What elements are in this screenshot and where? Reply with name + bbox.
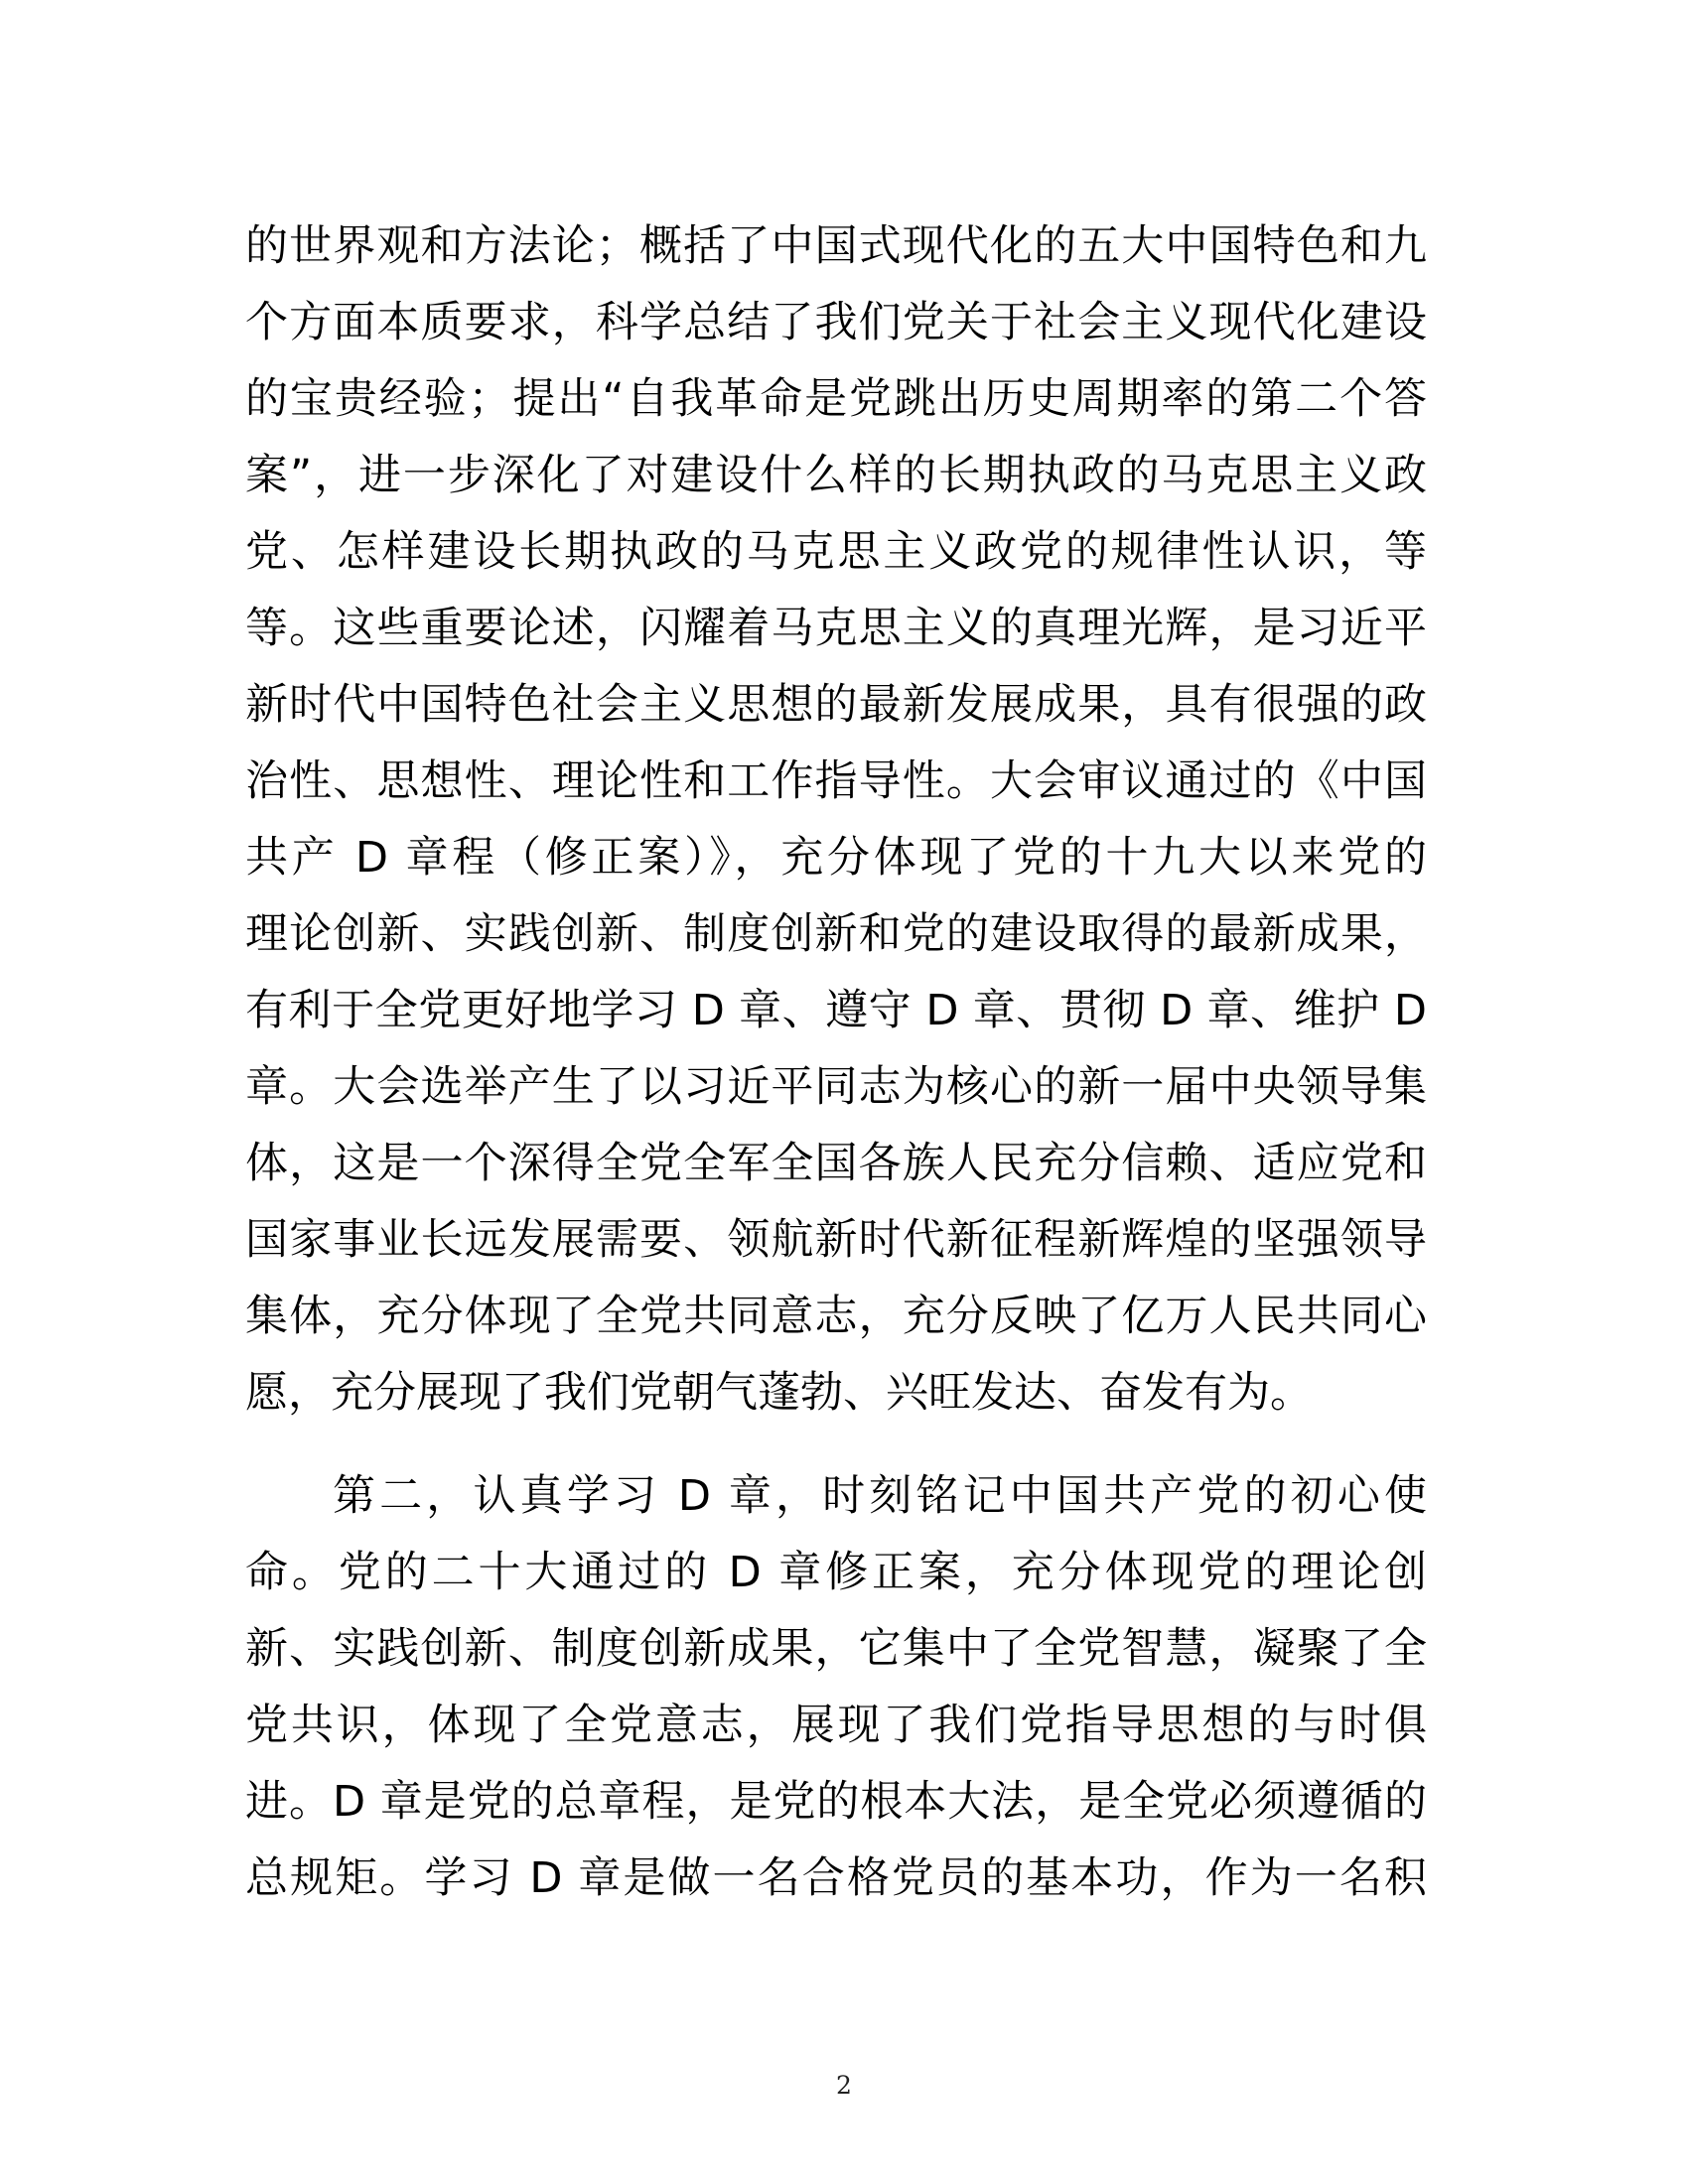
- text-line: 命。党的二十大通过的 D 章修正案，充分体现党的理论创: [245, 1548, 1427, 1597]
- text-line: 国家事业长远发展需要、领航新时代新征程新辉煌的坚强领导: [245, 1215, 1427, 1265]
- text-line: 的世界观和方法论；概括了中国式现代化的五大中国特色和九: [245, 221, 1427, 271]
- text-line: 愿，充分展现了我们党朝气蓬勃、兴旺发达、奋发有为。: [245, 1368, 1313, 1418]
- text-line: 等。这些重要论述，闪耀着马克思主义的真理光辉，是习近平: [245, 604, 1427, 653]
- text-line: 个方面本质要求，科学总结了我们党关于社会主义现代化建设: [245, 298, 1427, 347]
- text-line: 的宝贵经验；提出“自我革命是党跳出历史周期率的第二个答: [245, 374, 1427, 424]
- text-line: 理论创新、实践创新、制度创新和党的建设取得的最新成果，: [245, 909, 1427, 959]
- text-line: 治性、思想性、理论性和工作指导性。大会审议通过的《中国: [245, 756, 1427, 806]
- text-line: 案”，进一步深化了对建设什么样的长期执政的马克思主义政: [245, 451, 1427, 500]
- text-line: 新时代中国特色社会主义思想的最新发展成果，具有很强的政: [245, 680, 1427, 730]
- text-line: 共产 D 章程（修正案）》，充分体现了党的十九大以来党的: [245, 833, 1427, 883]
- paragraph-2: [245, 1458, 1427, 1917]
- text-line: 新、实践创新、制度创新成果，它集中了全党智慧，凝聚了全: [245, 1624, 1427, 1674]
- text-line: 党、怎样建设长期执政的马克思主义政党的规律性认识，等: [245, 527, 1427, 577]
- text-line: 体，这是一个深得全党全军全国各族人民充分信赖、适应党和: [245, 1139, 1427, 1188]
- text-line: 总规矩。学习 D 章是做一名合格党员的基本功，作为一名积: [245, 1853, 1427, 1903]
- text-line: 章。大会选举产生了以习近平同志为核心的新一届中央领导集: [245, 1062, 1427, 1112]
- text-line: 党共识，体现了全党意志，展现了我们党指导思想的与时俱: [245, 1701, 1427, 1750]
- text-line: 进。D 章是党的总章程，是党的根本大法，是全党必须遵循的: [245, 1777, 1427, 1827]
- page-number: 2: [836, 2071, 852, 2100]
- text-line: 集体，充分体现了全党共同意志，充分反映了亿万人民共同心: [245, 1292, 1427, 1341]
- text-line: 有利于全党更好地学习 D 章、遵守 D 章、贯彻 D 章、维护 D: [245, 986, 1427, 1035]
- text-line: 第二，认真学习 D 章，时刻铭记中国共产党的初心使: [333, 1471, 1427, 1521]
- paragraph-1: [245, 208, 1427, 1432]
